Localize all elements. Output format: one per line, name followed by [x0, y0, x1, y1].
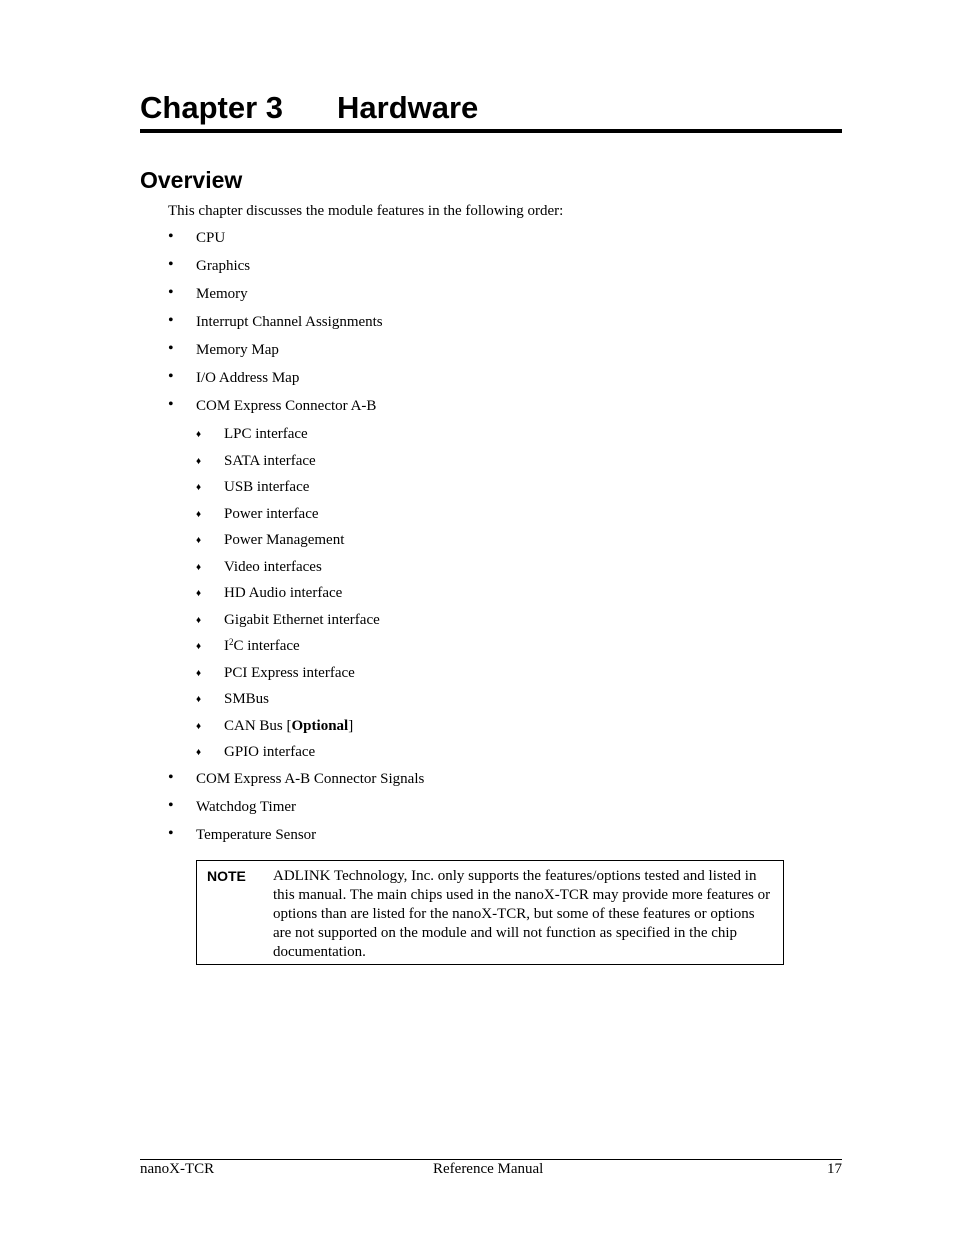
sub-list-item: ♦ Gigabit Ethernet interface [168, 608, 788, 635]
sub-list-item: ♦ SMBus [168, 687, 788, 714]
list-item: • COM Express Connector A-B [168, 396, 377, 414]
chapter-rule [140, 129, 842, 133]
section-heading: Overview [140, 167, 243, 193]
sub-list-item: ♦ USB interface [168, 475, 788, 502]
sub-list-item: ♦ HD Audio interface [168, 581, 788, 608]
list-item: • Graphics [168, 256, 251, 274]
sub-list-item: ♦ Power interface [168, 502, 788, 529]
chapter-number: Chapter 3 [140, 90, 283, 125]
diamond-bullet-icon: ♦ [196, 455, 202, 467]
sub-list-item: ♦ Power Management [168, 528, 788, 555]
sub-list-item: ♦ $I^2C$ interface [168, 634, 788, 661]
diamond-bullet-icon: ♦ [196, 535, 202, 546]
diamond-bullet-icon: ♦ [196, 482, 202, 493]
bullet-icon: • [168, 396, 174, 413]
list-item: • CPU [168, 228, 226, 246]
intro-text: This chapter discusses the module features in the following order: [168, 203, 564, 219]
diamond-bullet-icon: ♦ [196, 429, 202, 440]
note-box [196, 860, 784, 965]
sub-list-item: ♦ Video interfaces [168, 555, 788, 582]
sub-list-item: ♦ PCI Express interface [168, 661, 788, 688]
list-item: • I/O Address Map [168, 368, 300, 386]
diamond-bullet-icon: ♦ [196, 588, 202, 599]
diamond-bullet-icon: ♦ [196, 508, 202, 520]
diamond-bullet-icon: ♦ [196, 561, 202, 573]
diamond-bullet-icon: ♦ [196, 641, 202, 652]
note-text: ADLINK Technology, Inc. only supports the features/options tested and listed in this manual. The main chips used in the nanoX-TCR may provide more features or options than are listed for the nanoX-TCR, but some of these features or options are not supported on the module and will not function as specified in the chip documentation. [273, 868, 771, 960]
list-item: • Temperature Sensor [168, 824, 317, 843]
sub-list-item: ♦ CAN Bus [Optional] [168, 714, 788, 741]
bullet-icon: • [168, 312, 174, 329]
list-item: • Memory [168, 284, 248, 302]
bullet-icon: • [168, 228, 174, 245]
chapter-title: Hardware [337, 90, 479, 125]
sub-list-item: ♦ GPIO interface [168, 740, 788, 767]
diamond-bullet-icon: ♦ [196, 720, 202, 732]
page-number: 17 [827, 1161, 842, 1177]
footer-title: Reference Manual [433, 1161, 544, 1177]
list-item: • Interrupt Channel Assignments [168, 312, 383, 330]
bullet-icon: • [168, 768, 174, 786]
list-item: • Memory Map [168, 340, 279, 358]
bullet-icon: • [168, 340, 174, 357]
diamond-bullet-icon: ♦ [196, 694, 202, 705]
sub-list-item: ♦ LPC interface [168, 422, 788, 449]
bullet-icon: • [168, 824, 174, 842]
diamond-bullet-icon: ♦ [196, 614, 202, 626]
bullet-icon: • [168, 284, 174, 301]
list-item: • COM Express A-B Connector Signals [168, 768, 425, 787]
bullet-icon: • [168, 368, 174, 385]
sub-list-item: ♦ SATA interface [168, 449, 788, 476]
bullet-icon: • [168, 796, 174, 814]
list-item: • Watchdog Timer [168, 796, 297, 815]
chapter-heading [140, 88, 842, 128]
diamond-bullet-icon: ♦ [196, 667, 202, 679]
diamond-bullet-icon: ♦ [196, 747, 202, 758]
footer-product: nanoX-TCR [140, 1161, 215, 1177]
bullet-icon: • [168, 256, 174, 273]
note-label: NOTE [207, 868, 246, 884]
feature-list [168, 226, 788, 851]
